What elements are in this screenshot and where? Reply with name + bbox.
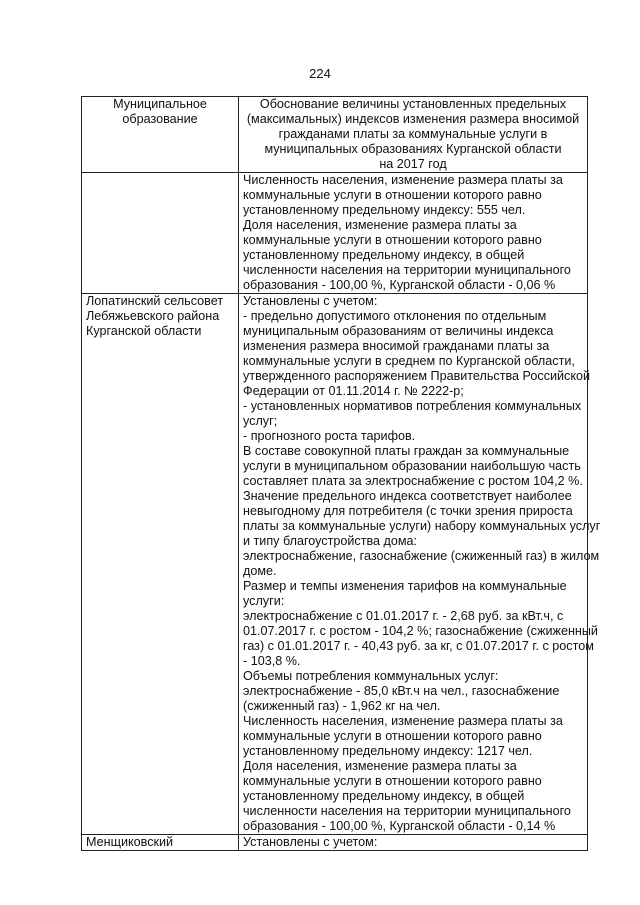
text-line: коммунальные услуги в среднем по Курганской области, [243, 354, 575, 368]
municipality-line: Менщиковский [86, 835, 174, 849]
text-line: численности населения на территории муниципального [243, 804, 571, 818]
text-line: газ) с 01.01.2017 г. - 40,43 руб. за кг, с 01.07.2017 г. с ростом [243, 639, 594, 653]
header-justification [239, 97, 588, 173]
text-line: Федерации от 01.11.2014 г. № 2222-р; [243, 384, 464, 398]
table-row [82, 173, 588, 294]
text-line: Доля населения, изменение размера платы за [243, 759, 517, 773]
header-line: (максимальных) индексов изменения размера вносимой [246, 112, 580, 126]
justification-cell [239, 294, 601, 835]
text-line: - предельно допустимого отклонения по отдельным [243, 309, 547, 323]
text-line: Установлены с учетом: [243, 835, 378, 849]
text-line: установленному предельному индексу, в общей [243, 789, 525, 803]
text-line: услуги: [243, 594, 285, 608]
text-line: В составе совокупной платы граждан за коммунальные [243, 444, 570, 458]
header-line: Муниципальное [113, 97, 207, 111]
table-header-row [82, 97, 588, 173]
text-line: коммунальные услуги в отношении которого равно [243, 188, 542, 202]
header-line: Обоснование величины установленных предельных [259, 97, 567, 111]
text-line: - установленных нормативов потребления коммунальных [243, 399, 582, 413]
text-line: невыгодному для потребителя (с точки зрения прироста [243, 504, 573, 518]
text-line: и типу благоустройства дома: [243, 534, 418, 548]
text-line: Доля населения, изменение размера платы за [243, 218, 517, 232]
table-row [82, 835, 588, 851]
header-line: образование [122, 112, 198, 126]
page-number: 224 [309, 66, 331, 81]
text-line: Значение предельного индекса соответствует наиболее [243, 489, 572, 503]
text-line: Численность населения, изменение размера платы за [243, 173, 563, 187]
text-line: электроснабжение, газоснабжение (сжиженный газ) в жилом [243, 549, 600, 563]
header-line: на 2017 год [379, 157, 447, 171]
header-line: гражданами платы за коммунальные услуги в [278, 127, 548, 141]
text-line: изменения размера вносимой гражданами платы за [243, 339, 550, 353]
text-line: утвержденного распоряжением Правительства Российской [243, 369, 591, 383]
text-line: коммунальные услуги в отношении которого равно [243, 774, 542, 788]
text-line: платы за коммунальные услуги) набору коммунальных услуг [243, 519, 601, 533]
municipality-cell [82, 294, 239, 835]
municipality-cell [82, 173, 239, 294]
text-line: Численность населения, изменение размера платы за [243, 714, 563, 728]
text-line: образования - 100,00 %, Курганской области - 0,06 % [243, 278, 556, 292]
text-line: доме. [243, 564, 277, 578]
table-row [82, 294, 588, 835]
municipality-line: Лопатинский сельсовет [86, 294, 224, 308]
text-line: коммунальные услуги в отношении которого равно [243, 233, 542, 247]
header-line: муниципальных образованиях Курганской области [264, 142, 562, 156]
text-line: муниципальным образованиям от величины индекса [243, 324, 554, 338]
text-line: 01.07.2017 г. с ростом - 104,2 %; газоснабжение (сжиженный [243, 624, 598, 638]
text-line: услуг; [243, 414, 278, 428]
text-line: - 103,8 %. [243, 654, 301, 668]
header-municipality [82, 97, 239, 173]
municipality-line: Курганской области [86, 324, 202, 338]
text-line: - прогнозного роста тарифов. [243, 429, 416, 443]
text-line: электроснабжение - 85,0 кВт.ч на чел., газоснабжение [243, 684, 560, 698]
text-line: коммунальные услуги в отношении которого равно [243, 729, 542, 743]
municipality-line: Лебяжьевского района [86, 309, 220, 323]
justification-cell [239, 173, 588, 294]
text-line: Размер и темпы изменения тарифов на коммунальные [243, 579, 567, 593]
text-line: установленному предельному индексу, в общей [243, 248, 525, 262]
text-line: услуги в муниципальном образовании наибольшую часть [243, 459, 581, 473]
text-line: Установлены с учетом: [243, 294, 378, 308]
municipality-cell [82, 835, 239, 851]
text-line: (сжиженный газ) - 1,962 кг на чел. [243, 699, 441, 713]
justification-cell [239, 835, 588, 851]
text-line: составляет плата за электроснабжение с ростом 104,2 %. [243, 474, 583, 488]
text-line: численности населения на территории муниципального [243, 263, 571, 277]
text-line: установленному предельному индексу: 555 чел. [243, 203, 526, 217]
text-line: Объемы потребления коммунальных услуг: [243, 669, 499, 683]
text-line: установленному предельному индексу: 1217 чел. [243, 744, 533, 758]
text-line: электроснабжение с 01.01.2017 г. - 2,68 руб. за кВт.ч, с [243, 609, 564, 623]
text-line: образования - 100,00 %, Курганской области - 0,14 % [243, 819, 556, 833]
justification-table [81, 96, 601, 851]
